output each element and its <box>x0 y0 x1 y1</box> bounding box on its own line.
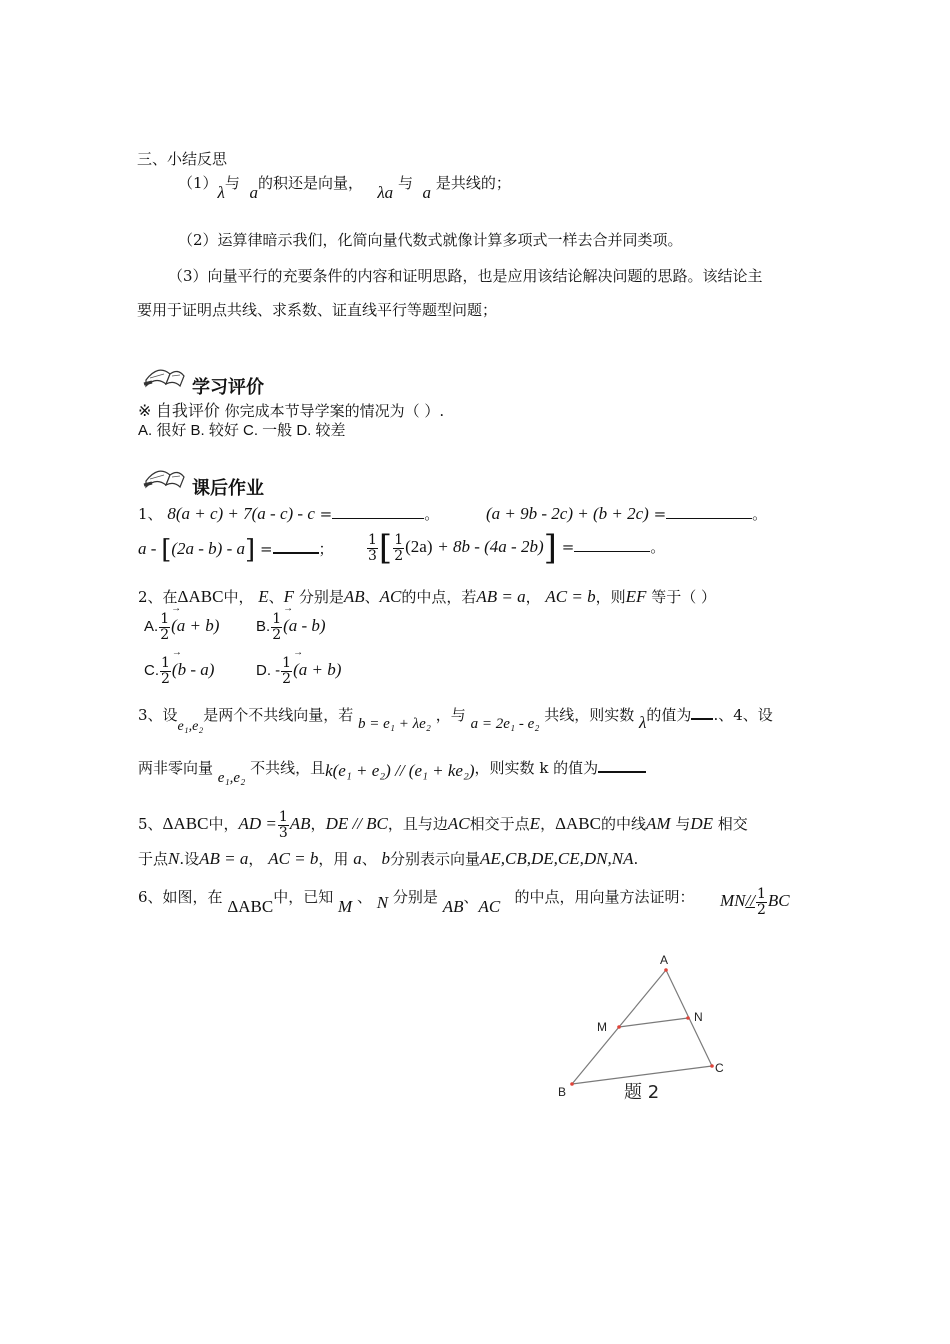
evaluation-title: 学习评价 <box>192 377 264 398</box>
label-m: M <box>597 1020 607 1034</box>
segment-mn <box>619 1018 688 1027</box>
label-c: C <box>715 1061 724 1075</box>
question-1-line-2b: $\frac{1}{3}$ [ $\frac{1}{2}$ (2a) + 8b - (4a - 2b)] = 。 <box>368 528 666 568</box>
point-m <box>617 1025 621 1029</box>
label-n: N <box>694 1010 703 1024</box>
summary-heading: 三、小结反思 <box>137 150 228 168</box>
question-2: 2、在ΔABC中， E、F 分别是AB、AC的中点，若AB = a， AC = b，则EF 等于（ ） <box>138 587 716 606</box>
summary-point-3-line1: （3）向量平行的充要条件的内容和证明思路，也是应用该结论解决问题的思路。该结论主 <box>168 267 763 285</box>
book-icon <box>140 461 188 495</box>
answer-blank[interactable] <box>666 518 752 519</box>
homework-title: 课后作业 <box>192 478 264 499</box>
summary-point-2: （2）运算律暗示我们，化简向量代数式就像计算多项式一样去合并同类项。 <box>178 231 683 249</box>
point-a <box>664 968 668 972</box>
book-icon <box>140 360 188 394</box>
question-5-line-1: 5、ΔABC中，AD = $\frac{1}{3}$ AB，DE // BC，且与边AC相交于点E，ΔABC的中线AM 与DE 相交 <box>138 809 748 841</box>
answer-blank[interactable] <box>598 771 646 773</box>
question-1-line-1: 1、 8(a + c) + 7(a - c) - c = 。 <box>138 504 440 523</box>
label-b: B <box>558 1085 567 1099</box>
point-b <box>570 1082 574 1086</box>
answer-blank[interactable] <box>273 552 319 554</box>
evaluation-options: A. 很好 B. 较好 C. 一般 D. 较差 <box>138 422 346 439</box>
question-2-option-d[interactable]: D. - $\frac{1}{2}$ → (a + b) <box>256 656 341 686</box>
question-2-option-a[interactable]: A. $\frac{1}{2}$ → (a + b) <box>144 612 219 642</box>
figure-caption: 题 2 <box>624 1082 660 1103</box>
question-6-statement: MN// $\frac{1}{2}$ BC <box>720 886 790 918</box>
point-c <box>710 1064 714 1068</box>
answer-blank[interactable] <box>691 718 713 720</box>
question-2-option-b[interactable]: B. $\frac{1}{2}$ → (a - b) <box>256 612 326 642</box>
label-a: A <box>660 953 669 967</box>
summary-point-1: （1）λ与 a的积还是向量， λa 与 a 是共线的； <box>178 174 511 202</box>
question-1-line-2: a - [(2a - b) - a] = ； <box>138 535 334 565</box>
self-evaluation: ※ 自我评价 你完成本节导学案的情况为（ ）. <box>138 402 445 420</box>
answer-blank[interactable] <box>574 551 650 552</box>
triangle-figure <box>550 948 750 1108</box>
question-2-option-c[interactable]: C. $\frac{1}{2}$ → (b - a) <box>144 656 214 686</box>
point-n <box>686 1016 690 1020</box>
question-1-line-1b: (a + 9b - 2c) + (b + 2c) = 。 <box>486 504 768 523</box>
question-3: 3、设e₁,e₂是两个不共线向量，若 b = e₁ + λe₂ ，与 a = 2e₁ - e₂ 共线，则实数 λ的值为 .、4、设 <box>138 706 773 734</box>
summary-point-3-line2: 要用于证明点共线、求系数、证直线平行等题型问题； <box>137 301 498 319</box>
question-6: 6、如图，在 ΔABC中，已知 M 、 N 分别是 AB、AC 的中点，用向量方法证明： <box>138 888 695 916</box>
question-5-line-2: 于点N.设AB = a， AC = b，用 a、 b分别表示向量AE,CB,DE,CE,DN,NA. <box>138 849 639 868</box>
answer-blank[interactable] <box>332 518 424 519</box>
question-4: 两非零向量 e₁,e₂ 不共线，且k(e₁ + e₂) // (e₁ + ke₂)，则实数 k 的值为 <box>138 757 646 778</box>
